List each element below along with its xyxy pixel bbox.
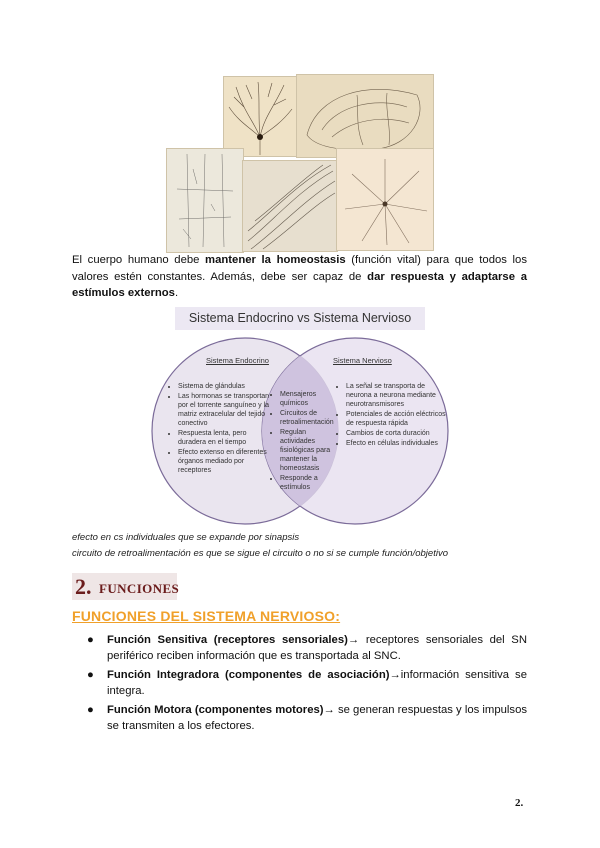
tissue-columns-drawing-svg (167, 149, 243, 252)
venn-left-item: • Las hormonas se transportan por el torrente sanguíneo y la matriz extracelular del tejido conectivo (178, 392, 273, 428)
function-description: → receptores sensoriales del SN periférico reciben información que es transportada al SNC. (107, 634, 527, 662)
function-description: →información sensitiva se integra. (107, 669, 527, 697)
function-label: Función Motora (componentes motores) (107, 704, 324, 716)
function-item-motora (87, 702, 527, 734)
venn-left-item: • Efecto extenso en diferentes órganos mediado por receptores (178, 448, 273, 475)
section-title: FUNCIONES (99, 581, 180, 596)
neuron-drawing-svg (224, 77, 296, 156)
function-label: Función Integradora (componentes de asociación) (107, 669, 390, 681)
function-label: Función Sensitiva (receptores sensoriales) (107, 634, 348, 646)
venn-right-heading: Sistema Nervioso (333, 356, 392, 365)
venn-center-item: • Regulan actividades fisiológicas para mantener la homeostasis (280, 428, 335, 473)
bullet-icon: ● (87, 634, 94, 646)
bullet-icon: ● (87, 704, 94, 716)
function-item-integradora (87, 667, 527, 699)
intro-bold-homeostasis: mantener la homeostasis (205, 254, 346, 266)
venn-center-item: • Responde a estímulos (280, 474, 335, 492)
venn-left-item: • Respuesta lenta, pero duradera en el tiempo (178, 429, 273, 447)
section-number: 2. (75, 574, 92, 599)
brain-section-drawing-svg (297, 75, 433, 157)
venn-center-item: • Circuitos de retroalimentación (280, 409, 335, 427)
note-retroalimentacion: circuito de retroalimentación es que se sigue el circuito o no si se cumple función/objetivo (72, 548, 448, 559)
venn-center-item: • Mensajeros químicos (280, 390, 335, 408)
tissue-columns-drawing-image (166, 148, 244, 253)
venn-right-item: • Efecto en células individuales (346, 439, 446, 448)
intro-text-2: (función vital) para que todos los valores estén constantes. Además, debe ser capaz de (72, 254, 527, 283)
page-number: 2. (515, 797, 524, 809)
venn-left-heading: Sistema Endocrino (206, 356, 269, 365)
intro-paragraph (72, 252, 527, 302)
function-description: → se generan respuestas y los impulsos se transmiten a los efectores. (107, 704, 528, 732)
venn-right-list (336, 382, 446, 449)
venn-diagram (150, 336, 450, 526)
astrocyte-drawing-image (336, 148, 434, 251)
functions-list (87, 632, 527, 737)
note-sinapsis: efecto en cs individuales que se expande por sinapsis (72, 532, 300, 543)
venn-center-list (270, 390, 335, 493)
intro-bold-respuesta: dar respuesta y adaptarse a estímulos externos (72, 270, 527, 299)
venn-right-item: • Potenciales de acción eléctricos de respuesta rápida (346, 410, 446, 428)
brain-section-drawing-image (296, 74, 434, 158)
venn-right-item: • Cambios de corta duración (346, 429, 446, 438)
subheading-funciones-sn: FUNCIONES DEL SISTEMA NERVIOSO: (72, 608, 341, 624)
intro-text-1: El cuerpo humano debe (72, 254, 206, 266)
bullet-icon: ● (87, 669, 94, 681)
astrocyte-drawing-svg (337, 149, 433, 250)
fiber-tracts-drawing-svg (243, 161, 337, 251)
venn-left-item: • Sistema de glándulas (178, 382, 273, 391)
venn-left-list (168, 382, 273, 476)
function-item-sensitiva (87, 632, 527, 664)
venn-right-item: • La señal se transporta de neurona a neurona mediante neurotransmisores (346, 382, 446, 409)
intro-text-3: . (174, 287, 179, 299)
neuron-drawing-image (223, 76, 297, 157)
fiber-tracts-drawing-image (242, 160, 338, 252)
venn-title: Sistema Endocrino vs Sistema Nervioso (175, 307, 425, 330)
